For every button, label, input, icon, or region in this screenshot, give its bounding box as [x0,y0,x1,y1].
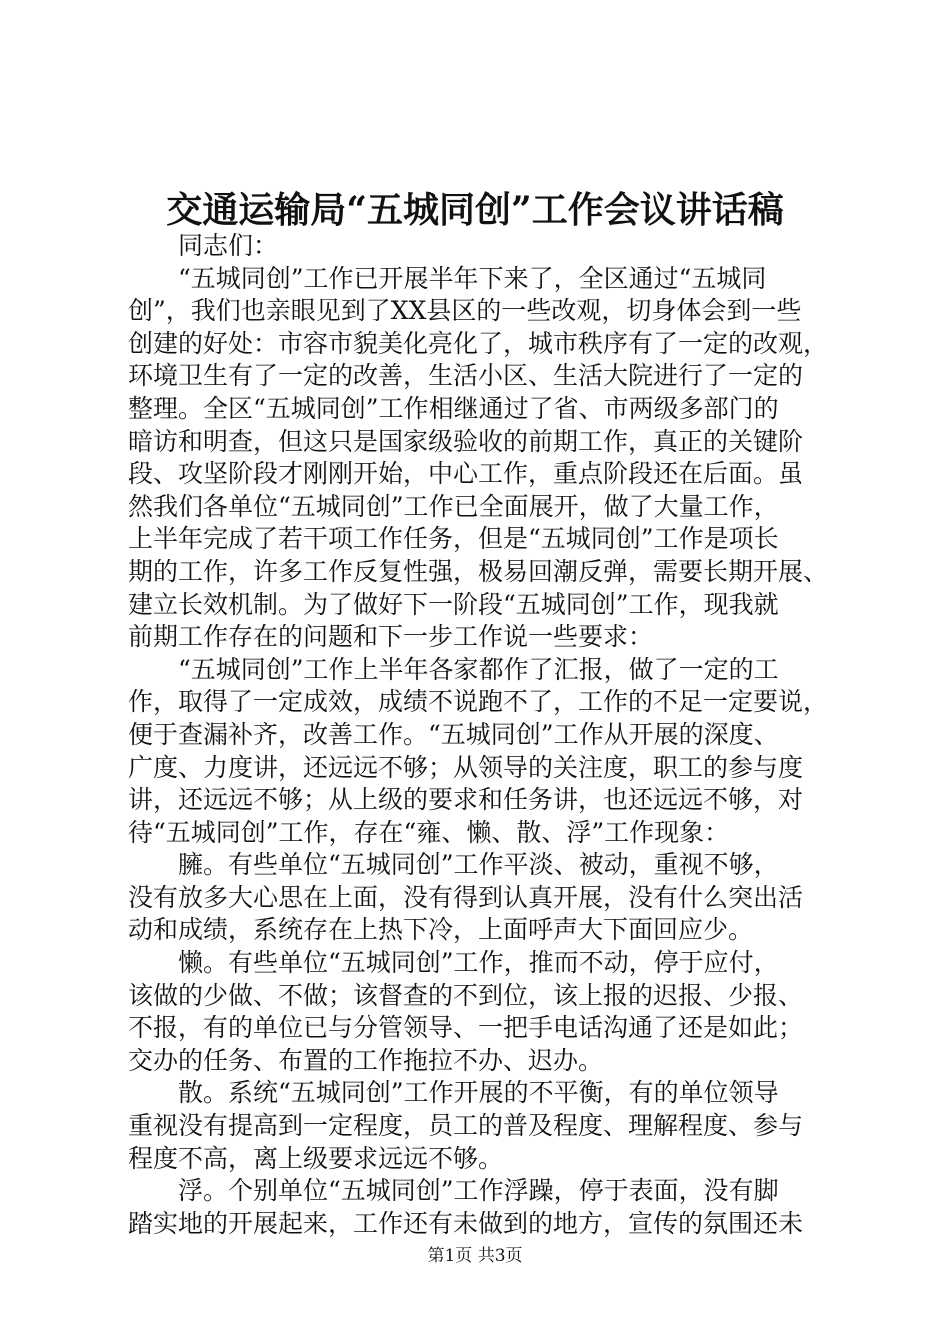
text-line: 期的工作，许多工作反复性强，极易回潮反弹，需要长期开展、 [128,556,829,586]
text-line: 散。系统“五城同创”工作开展的不平衡，有的单位领导 [178,1078,779,1108]
text-line: 然我们各单位“五城同创”工作已全面展开，做了大量工作， [128,491,779,521]
text-line: 踏实地的开展起来，工作还有未做到的地方，宣传的氛围还未 [128,1208,804,1238]
text-line: 动和成绩，系统存在上热下冷，上面呼声大下面回应少。 [128,915,754,945]
text-line: 段、攻坚阶段才刚刚开始，中心工作，重点阶段还在后面。虽 [128,459,804,489]
text-line: 创建的好处：市容市貌美化亮化了，城市秩序有了一定的改观， [128,328,829,358]
text-line: 程度不高，离上级要求远远不够。 [128,1143,504,1173]
text-line: 重视没有提高到一定程度，员工的普及程度、理解程度、参与 [128,1111,804,1141]
document-title: 交通运输局“五城同创”工作会议讲话稿 [166,189,784,231]
text-line: 交办的任务、布置的工作拖拉不办、迟办。 [128,1045,604,1075]
text-line: 不报，有的单位已与分管领导、一把手电话沟通了还是如此； [128,1013,804,1043]
text-line: 上半年完成了若干项工作任务，但是“五城同创”工作是项长 [128,524,779,554]
text-line: 创”，我们也亲眼见到了XX县区的一些改观，切身体会到一些 [128,296,802,326]
text-line: 暗访和明查，但这只是国家级验收的前期工作，真正的关键阶 [128,426,804,456]
text-line: 讲，还远远不够；从上级的要求和任务讲，也还远远不够，对 [128,785,804,815]
text-line: 作，取得了一定成效，成绩不说跑不了，工作的不足一定要说， [128,687,829,717]
salutation-line: 同志们： [178,231,279,260]
text-line: 广度、力度讲，还远远不够；从领导的关注度，职工的参与度 [128,752,804,782]
text-line: 建立长效机制。为了做好下一阶段“五城同创”工作，现我就 [128,589,779,619]
text-line: “五城同创”工作上半年各家都作了汇报，做了一定的工 [178,654,779,684]
text-line: 浮。个别单位“五城同创”工作浮躁，停于表面，没有脚 [178,1176,779,1206]
text-line: 待“五城同创”工作，存在“雍、懒、散、浮”工作现象： [128,817,730,847]
text-line: 前期工作存在的问题和下一步工作说一些要求： [128,622,654,652]
text-line: 便于查漏补齐，改善工作。“五城同创”工作从开展的深度、 [128,719,779,749]
text-line: 臃。有些单位“五城同创”工作平淡、被动，重视不够， [178,850,779,880]
text-line: 环境卫生有了一定的改善，生活小区、生活大院进行了一定的 [128,361,804,391]
text-line: 整理。全区“五城同创”工作相继通过了省、市两级多部门的 [128,393,779,423]
text-line: 没有放多大心思在上面，没有得到认真开展，没有什么突出活 [128,882,804,912]
text-line: 懒。有些单位“五城同创”工作，推而不动，停于应付， [178,948,779,978]
document-body [128,230,838,1240]
text-line: “五城同创”工作已开展半年下来了，全区通过“五城同 [178,263,767,293]
page-number-footer: 第1页 共3页 [427,1246,523,1266]
text-line: 该做的少做、不做；该督查的不到位，该上报的迟报、少报、 [128,980,804,1010]
